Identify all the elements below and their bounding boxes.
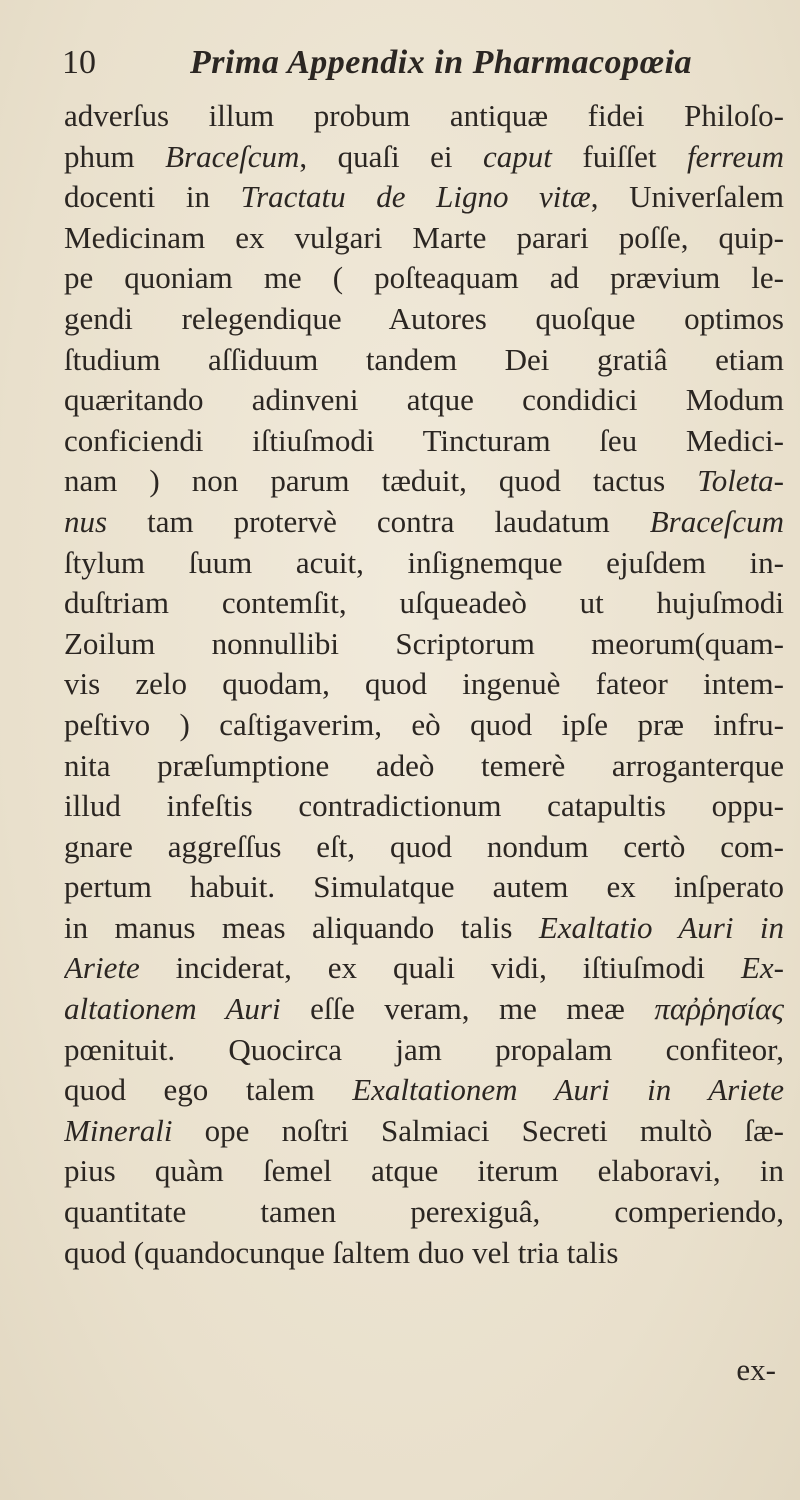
text-line <box>64 583 784 624</box>
text-line <box>64 786 784 827</box>
text-line <box>64 624 784 665</box>
italic-text: Exaltatio Auri in <box>538 909 784 945</box>
italic-text: Ariete <box>64 950 140 986</box>
text-line <box>64 989 784 1030</box>
italic-text: Tractatu de Ligno vitæ <box>240 179 591 215</box>
page-number: 10 <box>62 44 96 81</box>
text-line <box>64 258 784 299</box>
text-line <box>64 461 784 502</box>
italic-text: Ex- <box>740 950 784 986</box>
text-segment: quod ego talem <box>64 1072 353 1108</box>
text-line <box>64 1070 784 1111</box>
text-segment: nam ) non parum tæduit, quod tactus <box>64 463 698 499</box>
italic-text: Exaltationem Auri in Ariete <box>352 1072 784 1108</box>
text-segment: gnare aggreſſus eſt, quod nondum certò com- <box>64 828 784 864</box>
italic-text: Minerali <box>64 1112 173 1148</box>
italic-text: παῤῥησίας <box>654 991 784 1027</box>
page-header <box>62 44 782 94</box>
text-segment: pœnituit. Quocirca jam propalam confiteor, <box>64 1031 784 1067</box>
text-segment: ope noſtri Salmiaci Secreti multò ſæ- <box>172 1112 784 1148</box>
text-segment: docenti in <box>64 179 241 215</box>
text-segment: quæritando adinveni atque condidici Modum <box>64 382 784 418</box>
text-line <box>64 1192 784 1233</box>
text-line <box>64 1233 784 1274</box>
text-segment: phum <box>64 138 166 174</box>
text-segment: Zoilum nonnullibi Scriptorum meorum(quam- <box>64 625 784 661</box>
text-segment: gendi relegendique Autores quoſque optimos <box>64 300 784 336</box>
text-line <box>64 948 784 989</box>
text-line <box>64 96 784 137</box>
catchword: ex- <box>736 1352 776 1387</box>
italic-text: Braceſcum <box>165 138 300 174</box>
text-line <box>64 543 784 584</box>
text-segment: quantitate tamen perexiguâ, comperiendo, <box>64 1194 784 1230</box>
text-line <box>64 502 784 543</box>
text-segment: duſtriam contemſit, uſqueadeò ut hujuſmodi <box>64 585 784 621</box>
text-segment: conficiendi iſtiuſmodi Tincturam ſeu Medici- <box>64 422 784 458</box>
italic-text: Toleta- <box>697 463 784 499</box>
italic-text: Braceſcum <box>649 503 784 539</box>
text-line <box>64 299 784 340</box>
text-line <box>64 705 784 746</box>
text-segment: vis zelo quodam, quod ingenuè fateor intem- <box>64 666 784 702</box>
running-title: Prima Appendix in Pharmacopœia <box>190 44 693 81</box>
text-segment: ſtylum ſuum acuit, inſignemque ejuſdem in- <box>64 544 784 580</box>
text-line <box>64 827 784 868</box>
text-line <box>64 421 784 462</box>
text-line <box>64 218 784 259</box>
text-segment: , Univerſalem <box>590 179 784 215</box>
text-segment: pe quoniam me ( poſteaquam ad prævium le- <box>64 260 784 296</box>
text-segment: illud infeſtis contradictionum catapultis oppu- <box>64 788 784 824</box>
text-segment: in manus meas aliquando talis <box>64 909 539 945</box>
text-line <box>64 137 784 178</box>
text-segment: , quaſi ei <box>299 138 484 174</box>
text-line <box>64 664 784 705</box>
text-line <box>64 1151 784 1192</box>
text-segment: inciderat, ex quali vidi, iſtiuſmodi <box>139 950 741 986</box>
text-segment: Medicinam ex vulgari Marte parari poſſe, quip- <box>64 219 784 255</box>
italic-text: ferreum <box>686 138 784 174</box>
text-segment: eſſe veram, me meæ <box>280 991 655 1027</box>
italic-text: altationem Auri <box>64 991 281 1027</box>
text-segment: pertum habuit. Simulatque autem ex inſperato <box>64 869 784 905</box>
italic-text: caput <box>483 138 552 174</box>
text-segment: ſtudium aſſiduum tandem Dei gratiâ etiam <box>64 341 784 377</box>
text-segment: pius quàm ſemel atque iterum elaboravi, in <box>64 1153 784 1189</box>
text-line <box>64 340 784 381</box>
italic-text: nus <box>64 503 108 539</box>
text-segment: nita præſumptione adeò temerè arroganterque <box>64 747 784 783</box>
text-segment: peſtivo ) caſtigaverim, eò quod ipſe præ infru- <box>64 706 784 742</box>
text-line <box>64 380 784 421</box>
text-line <box>64 1030 784 1071</box>
text-line <box>64 746 784 787</box>
text-segment: adverſus illum probum antiquæ fidei Philoſo- <box>64 98 784 133</box>
text-segment: tam protervè contra laudatum <box>107 503 650 539</box>
text-line <box>64 908 784 949</box>
body-text <box>64 96 784 1273</box>
text-line <box>64 867 784 908</box>
text-segment: fuiſſet <box>551 138 687 174</box>
text-line <box>64 1111 784 1152</box>
text-line <box>64 177 784 218</box>
text-segment: quod (quandocunque ſaltem duo vel tria talis <box>64 1234 619 1270</box>
